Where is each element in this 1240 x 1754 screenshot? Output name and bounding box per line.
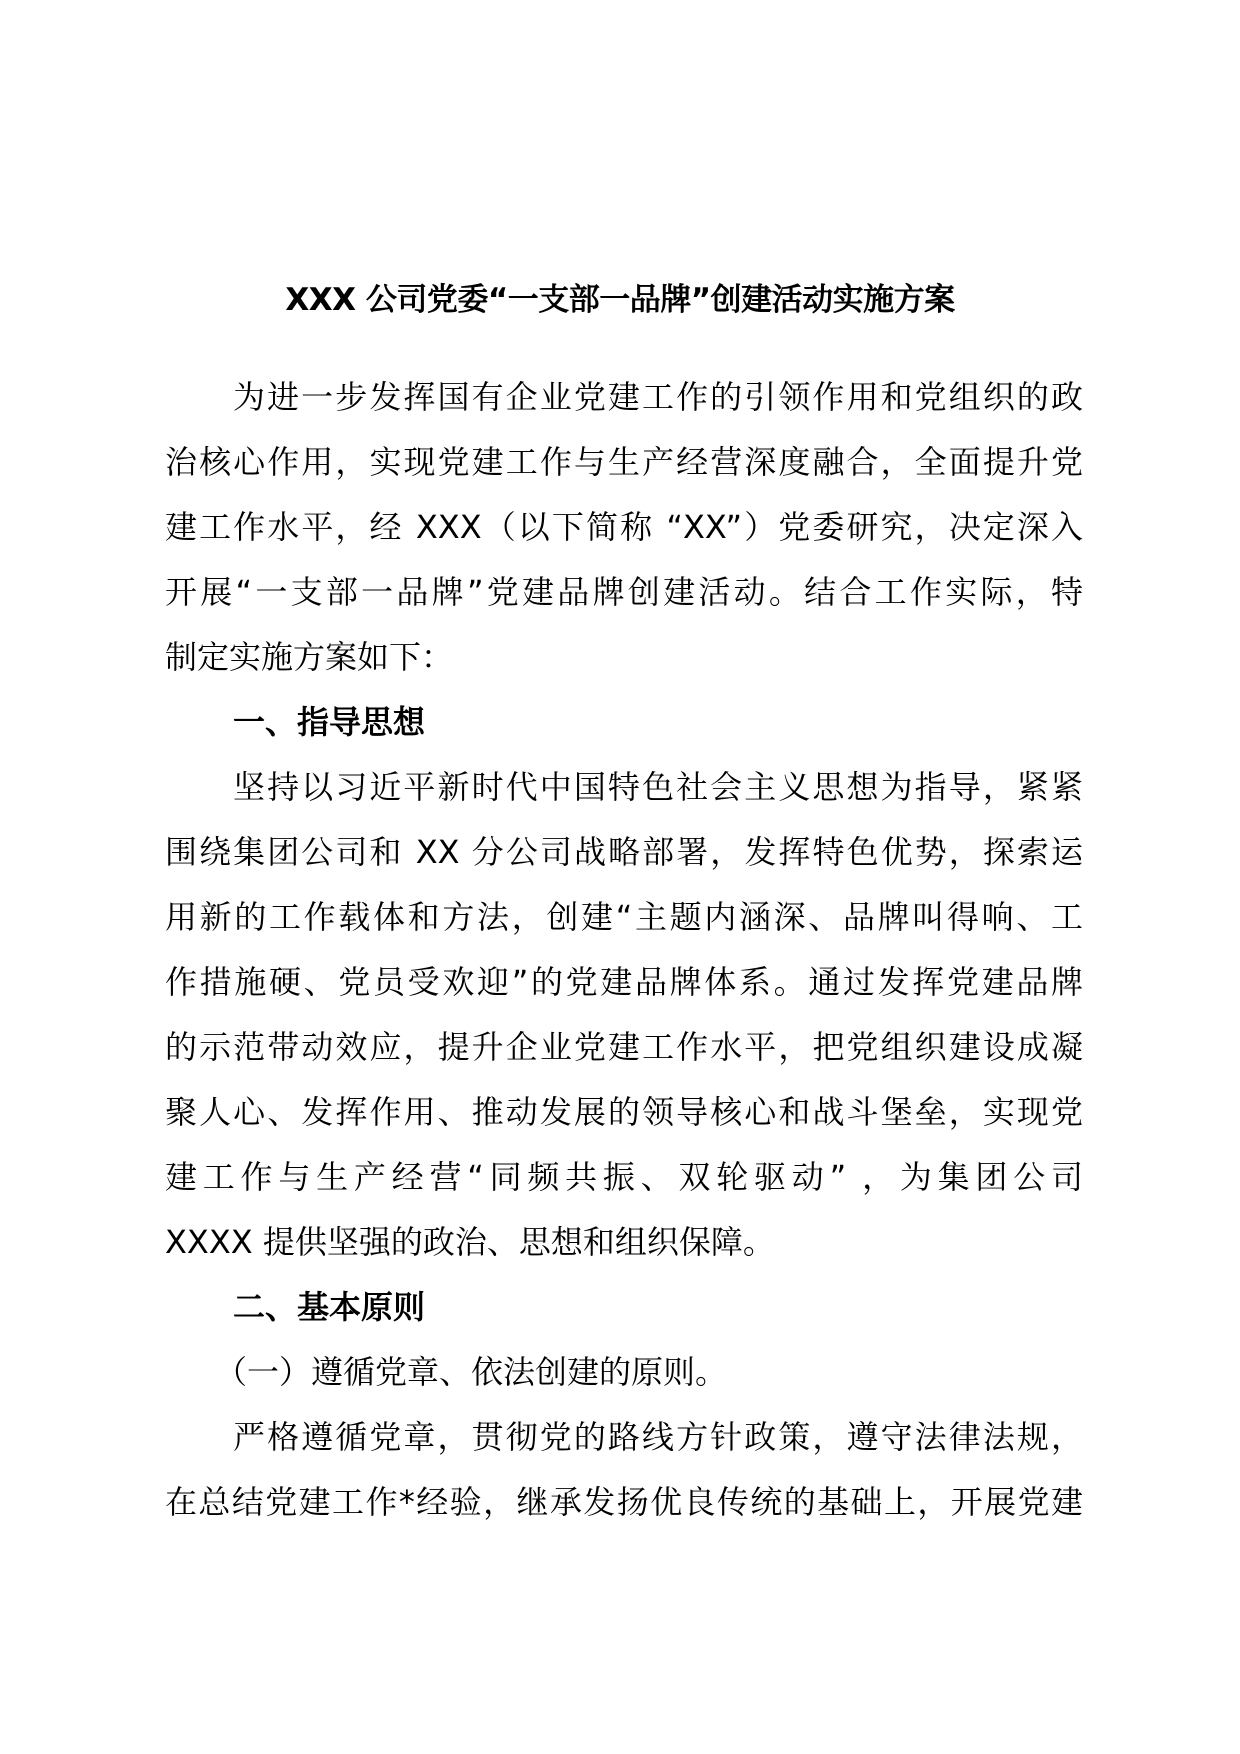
paragraph-line: 制定实施方案如下：: [165, 638, 454, 676]
subsection-heading-principle-1: （一）遵循党章、依法创建的原则。: [215, 1353, 728, 1391]
guiding-ideology-paragraph: [165, 755, 1083, 1275]
paragraph-line: 建工作水平，经 XXX（以下简称 “XX”）党委研究，决定深入: [165, 508, 1083, 546]
paragraph-line: 的示范带动效应，提升企业党建工作水平，把党组织建设成凝: [165, 1028, 1083, 1066]
paragraph-line: 作措施硬、党员受欢迎”的党建品牌体系。通过发挥党建品牌: [165, 963, 1083, 1001]
intro-paragraph: [165, 365, 1083, 690]
paragraph-line: 在总结党建工作*经验，继承发扬优良传统的基础上，开展党建: [165, 1483, 1083, 1521]
paragraph-line: 坚持以习近平新时代中国特色社会主义思想为指导，紧紧: [233, 768, 1083, 806]
paragraph-line: XXXX 提供坚强的政治、思想和组织保障。: [165, 1223, 775, 1261]
paragraph-line: 用新的工作载体和方法，创建“主题内涵深、品牌叫得响、工: [165, 898, 1083, 936]
section-heading-guiding-ideology: 一、指导思想: [233, 703, 426, 741]
paragraph-line: 建工作与生产经营“同频共振、双轮驱动” ，为集团公司: [165, 1158, 1083, 1196]
document-body: [165, 365, 1083, 1535]
principle-1-paragraph: [165, 1405, 1083, 1535]
section-heading-basic-principles: 二、基本原则: [233, 1288, 426, 1326]
paragraph-line: 严格遵循党章，贯彻党的路线方针政策，遵守法律法规，: [233, 1418, 1083, 1456]
paragraph-line: 聚人心、发挥作用、推动发展的领导核心和战斗堡垒，实现党: [165, 1093, 1083, 1131]
paragraph-line: 为进一步发挥国有企业党建工作的引领作用和党组织的政: [233, 378, 1083, 416]
paragraph-line: 开展“一支部一品牌”党建品牌创建活动。结合工作实际，特: [165, 573, 1083, 611]
paragraph-line: 围绕集团公司和 XX 分公司战略部署，发挥特色优势，探索运: [165, 833, 1083, 871]
document-title: XXX 公司党委“一支部一品牌”创建活动实施方案: [285, 282, 955, 318]
paragraph-line: 治核心作用，实现党建工作与生产经营深度融合，全面提升党: [165, 443, 1083, 481]
